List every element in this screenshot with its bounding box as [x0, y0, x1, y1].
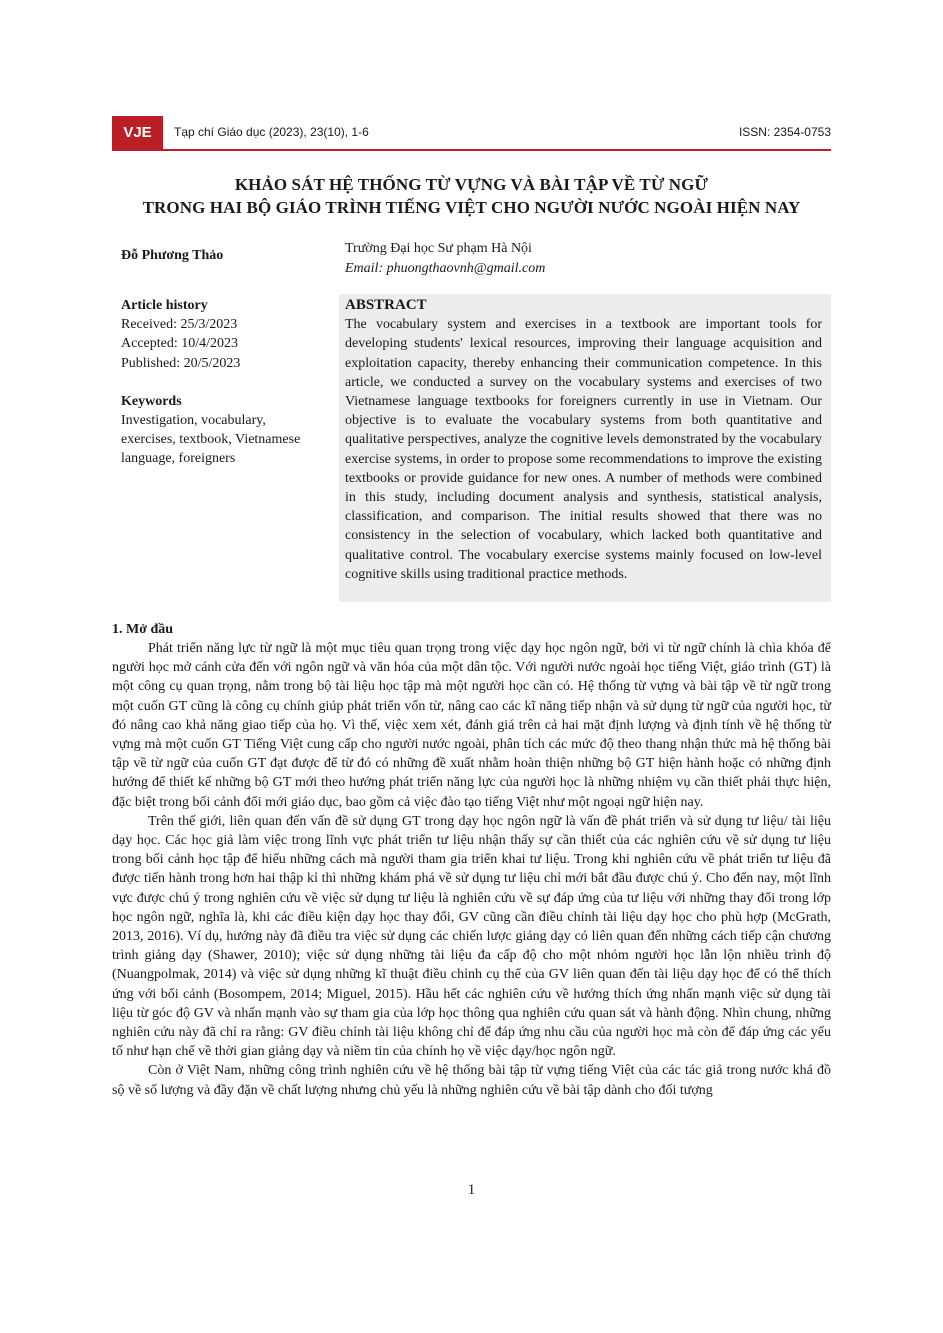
abstract-box	[339, 294, 831, 602]
header-rule	[112, 149, 831, 151]
abstract-heading: ABSTRACT	[345, 297, 427, 313]
issn: ISSN: 2354-0753	[738, 125, 831, 139]
page-number: 1	[467, 1182, 476, 1198]
paragraph: Trên thế giới, liên quan đến vấn đề sử dụng GT trong dạy học ngôn ngữ là vấn đề phát triển và sử dụng tư liệu/ tài liệu dạy học. Các học giả làm việc trong lĩnh vực phát triển tư liệu nhận thấy sự cần thiết của các nghiên cứu về sử dụng tư liệu trong bối cảnh học tập để hiểu những cách mà người tham gia triển khai tư liệu. Trong khi nghiên cứu về phát triển tư liệu đã được tiến hành trong hơn hai thập kỉ thì những khám phá về sử dụng tư liệu chỉ mới bắt đầu được chú ý. Cho đến nay, một lĩnh vực được chú ý trong nghiên cứu về việc sử dụng tư liệu là nghiên cứu về sự đáp ứng của tư liệu với những thay đổi trong lớp học ngôn ngữ, nghĩa là, khi các điều kiện dạy học thay đổi, GV cũng cần điều chỉnh tài liệu dạy học cho phù hợp (McGrath, 2013, 2016). Ví dụ, hướng này đã điều tra việc sử dụng các chiến lược giảng dạy có liên quan đến những cách tiếp cận chương trình giảng dạy (Shawer, 2010); việc sử dụng những tài liệu đa cấp độ cho một nhóm người học lẫn lộn nhiều trình độ (Nuangpolmak, 2014) và việc sử dụng những kĩ thuật điều chỉnh cụ thể của GV liên quan đến tài liệu dạy học để có thể thích ứng với bối cảnh (Bosompem, 2014; Miguel, 2015). Hầu hết các nghiên cứu về hướng thích ứng nhấn mạnh việc sử dụng tài liệu từ góc độ GV và nhấn mạnh vào sự tham gia của lớp học thông qua nghiên cứu quan sát và hành động. Nhìn chung, những nghiên cứu này đã chỉ ra rằng: GV điều chỉnh tài liệu không chỉ để đáp ứng nhu cầu của người học mà còn để đáp ứng các yếu tố như hạn chế về thời gian giảng dạy và niềm tin của chính họ về việc dạy/học ngôn ngữ.	[112, 813, 831, 1060]
paragraph: Còn ở Việt Nam, những công trình nghiên cứu về hệ thống bài tập từ vựng tiếng Việt của các tác giả trong nước khá đồ sộ về số lượng và đầy đặn về chất lượng nhưng chủ yếu là những nghiên cứu về bài tập dành cho đối tượng	[112, 1063, 831, 1098]
journal-reference: Tạp chí Giáo dục (2023), 23(10), 1-6	[174, 125, 369, 139]
title-line-1: KHẢO SÁT HỆ THỐNG TỪ VỰNG VÀ BÀI TẬP VỀ TỪ NGỮ	[234, 175, 709, 194]
accepted-date: Accepted: 10/4/2023	[121, 336, 239, 352]
article-history-heading: Article history	[121, 298, 208, 313]
published-date: Published: 20/5/2023	[121, 355, 241, 371]
title-line-2: TRONG HAI BỘ GIÁO TRÌNH TIẾNG VIỆT CHO NGƯỜI NƯỚC NGOÀI HIỆN NAY	[142, 198, 801, 217]
keywords-text: Investigation, vocabulary, exercises, textbook, Vietnamese language, foreigners	[121, 413, 301, 467]
page-header	[112, 116, 831, 150]
paragraph: Phát triển năng lực từ ngữ là một mục tiêu quan trọng trong việc dạy học ngôn ngữ, bởi vì từ ngữ chính là chìa khóa để người học mở cánh cửa đến với ngôn ngữ và văn hóa của một dân tộc. Với người nước ngoài học tiếng Việt, giáo trình (GT) là một công cụ quan trọng, nằm trong bộ tài liệu học tập mà một người học cần có. Hệ thống từ vựng và bài tập về từ ngữ trong một cuốn GT cũng là công cụ chính giúp phát triển vốn từ, nâng cao các kĩ năng tiếp nhận và sử dụng từ ngữ của người học, từ đó nâng cao khả năng giao tiếp của họ. Vì thế, việc xem xét, đánh giá trên cả hai mặt định lượng và định tính về hệ thống từ vựng mà một cuốn GT Tiếng Việt cung cấp cho người nước ngoài, phân tích các mức độ theo thang nhận thức mà hệ thống bài tập về từ ngữ của cuốn GT đạt được để từ đó có những đề xuất nhằm hoàn thiện những bộ GT hiện hành hoặc có những định hướng để thiết kế những bộ GT mới theo hướng phát triển năng lực của người học là những nhiệm vụ cần thiết phải thực hiện, đặc biệt trong bối cảnh đổi mới giáo dục, bao gồm cả việc đào tạo tiếng Việt như một ngoại ngữ hiện nay.	[112, 641, 831, 810]
journal-logo-badge: VJE	[112, 116, 163, 150]
abstract-text: The vocabulary system and exercises in a textbook are important tools for developing students' lexical resources, improving their language acquisition and exploitation capacity, thereby enhancing their communication competence. In this article, we conducted a survey on the vocabulary systems and exercises of two Vietnamese language textbooks for foreigners currently in use in Vietnam. Our objective is to evaluate the vocabulary systems from both quantitative and qualitative perspectives, analyze the cognitive levels demonstrated by the vocabulary exercise systems, in order to propose some recommendations to improve the existing textbooks or provide guidance for new ones. A number of methods were combined in this study, including document analysis and synthesis, statistical analysis, classification, and comparison. The initial results showed that there was no consistency in the selection of vocabulary, which lacked both quantitative and qualitative control. The vocabulary exercise systems mainly focused on low-level cognitive skills using traditional practice methods.	[345, 317, 822, 582]
affiliation: Trường Đại học Sư phạm Hà Nội	[345, 241, 532, 256]
body-text	[112, 639, 831, 1100]
article-title	[80, 173, 863, 219]
keywords-heading: Keywords	[121, 393, 182, 409]
author-affiliation-block	[345, 239, 545, 279]
section-heading: 1. Mở đầu	[112, 622, 174, 637]
article-sidebar	[121, 296, 321, 469]
author-email: Email: phuongthaovnh@gmail.com	[345, 261, 546, 276]
received-date: Received: 25/3/2023	[121, 317, 238, 333]
author-name: Đỗ Phương Thảo	[121, 248, 224, 263]
